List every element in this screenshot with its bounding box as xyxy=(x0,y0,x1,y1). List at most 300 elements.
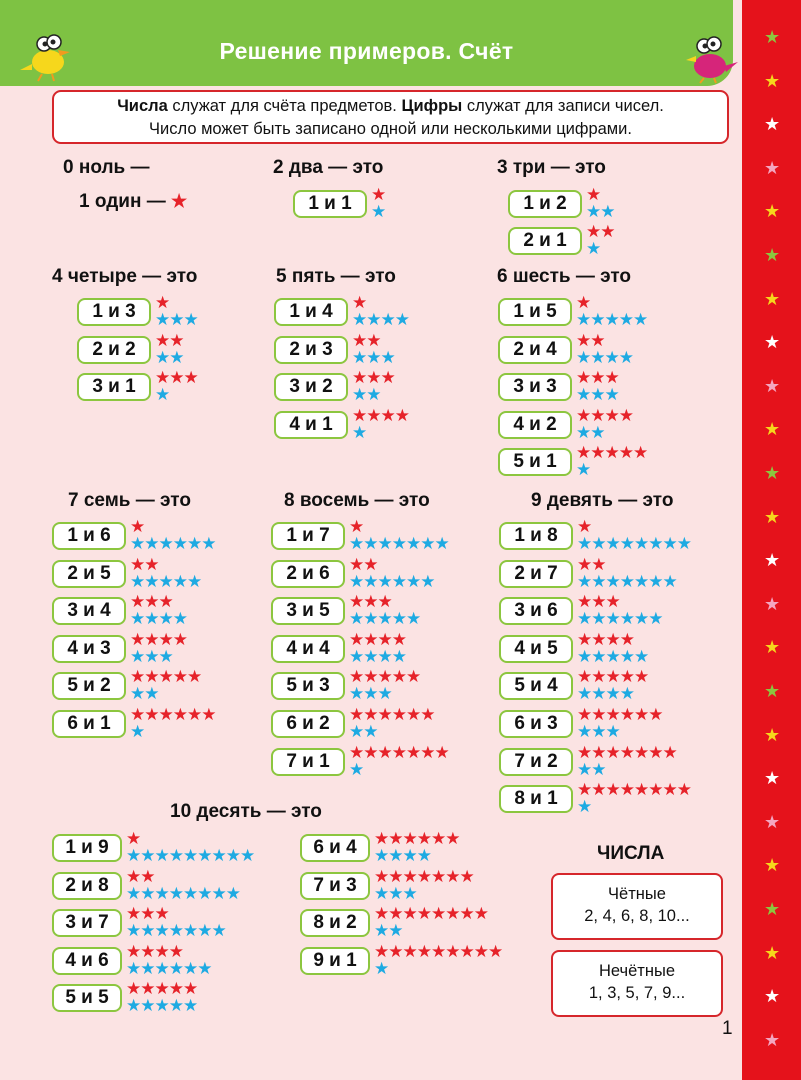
star-icon: ★ xyxy=(130,517,145,536)
star-icon: ★ xyxy=(183,921,198,940)
star-icon: ★ xyxy=(349,705,364,724)
star-icon: ★ xyxy=(144,555,159,574)
star-icon: ★ xyxy=(197,921,212,940)
star-icon: ★ xyxy=(605,592,620,611)
star-icon: ★ xyxy=(591,534,606,553)
blue-stars xyxy=(130,723,144,740)
star-icon: ★ xyxy=(591,705,606,724)
blue-stars xyxy=(130,573,201,590)
star-icon: ★ xyxy=(140,904,155,923)
blue-stars xyxy=(130,610,187,627)
blue-stars xyxy=(155,311,198,328)
star-icon: ★ xyxy=(352,423,367,442)
star-icon: ★ xyxy=(648,534,663,553)
blue-stars xyxy=(586,240,600,257)
intro-text-1: служат для счёта предметов. xyxy=(167,97,402,115)
star-icon: ★ xyxy=(377,534,392,553)
star-icon: ★ xyxy=(590,310,605,329)
star-icon: ★ xyxy=(155,348,170,367)
star-icon: ★ xyxy=(349,722,364,741)
star-icon: ★ xyxy=(431,942,446,961)
star-icon: ★ xyxy=(391,743,406,762)
star-icon: ★ xyxy=(473,904,488,923)
red-stars xyxy=(352,332,381,349)
star-icon: ★ xyxy=(349,592,364,611)
red-stars xyxy=(349,518,363,535)
star-icon: ★ xyxy=(388,867,403,886)
odd-values: 1, 3, 5, 7, 9... xyxy=(588,984,686,1002)
star-icon: ★ xyxy=(352,331,367,350)
star-icon: ★ xyxy=(366,385,381,404)
star-icon: ★ xyxy=(352,385,367,404)
star-icon: ★ xyxy=(416,867,431,886)
star-icon: ★ xyxy=(349,517,364,536)
blue-stars xyxy=(374,960,388,977)
star-icon: ★ xyxy=(130,667,145,686)
blue-stars xyxy=(577,648,648,665)
even-label: Чётные xyxy=(608,885,666,903)
star-icon: ★ xyxy=(605,743,620,762)
addend-pill: 1 и 5 xyxy=(498,298,572,326)
star-icon: ★ xyxy=(591,592,606,611)
star-icon: ★ xyxy=(577,667,592,686)
star-icon: ★ xyxy=(619,743,634,762)
star-icon: ★ xyxy=(577,743,592,762)
star-icon: ★ xyxy=(648,705,663,724)
star-icon: ★ xyxy=(155,331,170,350)
red-stars xyxy=(126,980,197,997)
bird-icon xyxy=(682,32,740,84)
star-icon: ★ xyxy=(363,743,378,762)
star-icon: ★ xyxy=(434,534,449,553)
star-icon: ★ xyxy=(764,288,781,309)
star-icon: ★ xyxy=(605,667,620,686)
blue-stars xyxy=(126,847,254,864)
star-icon: ★ xyxy=(126,959,141,978)
star-icon: ★ xyxy=(590,406,605,425)
star-icon: ★ xyxy=(377,705,392,724)
star-icon: ★ xyxy=(764,419,781,440)
star-icon: ★ xyxy=(349,684,364,703)
star-icon: ★ xyxy=(144,572,159,591)
parity-title: ЧИСЛА xyxy=(597,843,665,864)
addend-pill: 2 и 8 xyxy=(52,872,122,900)
odd-label: Нечётные xyxy=(598,962,676,980)
star-icon: ★ xyxy=(169,310,184,329)
star-icon: ★ xyxy=(577,797,592,816)
red-stars xyxy=(352,294,366,311)
star-icon: ★ xyxy=(633,443,648,462)
number-heading: 3 три — это xyxy=(497,157,606,178)
star-icon: ★ xyxy=(126,904,141,923)
star-icon: ★ xyxy=(604,310,619,329)
star-icon: ★ xyxy=(764,593,781,614)
star-icon: ★ xyxy=(225,884,240,903)
addend-pill: 1 и 1 xyxy=(293,190,367,218)
star-icon: ★ xyxy=(576,460,591,479)
star-icon: ★ xyxy=(140,959,155,978)
star-icon: ★ xyxy=(604,348,619,367)
star-icon: ★ xyxy=(169,331,184,350)
red-stars xyxy=(374,943,502,960)
intro-word-numbers: Числа xyxy=(117,97,168,115)
star-icon: ★ xyxy=(577,722,592,741)
star-icon: ★ xyxy=(349,609,364,628)
addend-pill: 3 и 3 xyxy=(498,373,572,401)
star-icon: ★ xyxy=(591,743,606,762)
star-icon: ★ xyxy=(183,959,198,978)
star-icon: ★ xyxy=(591,667,606,686)
addend-pill: 7 и 1 xyxy=(271,748,345,776)
star-icon: ★ xyxy=(374,829,389,848)
red-stars xyxy=(130,668,201,685)
blue-stars xyxy=(155,349,184,366)
star-icon: ★ xyxy=(764,114,781,135)
red-stars xyxy=(577,556,606,573)
star-icon: ★ xyxy=(363,705,378,724)
star-icon: ★ xyxy=(172,572,187,591)
star-icon: ★ xyxy=(374,959,389,978)
header-banner xyxy=(0,0,733,86)
red-stars xyxy=(130,593,173,610)
star-icon: ★ xyxy=(158,592,173,611)
star-icon: ★ xyxy=(591,760,606,779)
addend-pill: 1 и 7 xyxy=(271,522,345,550)
star-icon: ★ xyxy=(352,368,367,387)
star-icon: ★ xyxy=(604,368,619,387)
blue-stars xyxy=(130,648,173,665)
addend-pill: 6 и 3 xyxy=(499,710,573,738)
addend-pill: 4 и 1 xyxy=(274,411,348,439)
star-icon: ★ xyxy=(406,534,421,553)
star-icon: ★ xyxy=(618,348,633,367)
star-icon: ★ xyxy=(764,811,781,832)
star-icon: ★ xyxy=(130,647,145,666)
blue-stars xyxy=(374,922,403,939)
intro-box xyxy=(52,90,729,144)
star-icon: ★ xyxy=(140,867,155,886)
star-icon: ★ xyxy=(764,201,781,222)
star-icon: ★ xyxy=(349,572,364,591)
star-icon: ★ xyxy=(618,310,633,329)
star-icon: ★ xyxy=(590,443,605,462)
star-icon: ★ xyxy=(590,348,605,367)
blue-stars xyxy=(352,424,366,441)
star-icon: ★ xyxy=(126,996,141,1015)
star-icon: ★ xyxy=(168,996,183,1015)
star-icon: ★ xyxy=(634,667,649,686)
star-icon: ★ xyxy=(586,202,601,221)
star-icon: ★ xyxy=(144,609,159,628)
star-icon: ★ xyxy=(183,368,198,387)
star-icon: ★ xyxy=(764,942,781,963)
star-icon: ★ xyxy=(380,368,395,387)
star-icon: ★ xyxy=(211,921,226,940)
star-icon: ★ xyxy=(420,534,435,553)
star-icon: ★ xyxy=(388,884,403,903)
star-icon: ★ xyxy=(619,705,634,724)
star-icon: ★ xyxy=(155,310,170,329)
star-icon: ★ xyxy=(154,959,169,978)
page-title: Решение примеров. Счёт xyxy=(219,38,514,64)
addend-pill: 2 и 1 xyxy=(508,227,582,255)
number-heading: 2 два — это xyxy=(273,157,384,178)
star-icon: ★ xyxy=(377,743,392,762)
red-stars xyxy=(577,706,663,723)
star-icon: ★ xyxy=(349,647,364,666)
intro-text-2: служат для записи чисел. xyxy=(462,97,664,115)
blue-stars xyxy=(577,798,591,815)
star-icon: ★ xyxy=(144,534,159,553)
star-icon: ★ xyxy=(240,846,255,865)
star-icon: ★ xyxy=(126,942,141,961)
red-stars xyxy=(586,223,615,240)
star-icon: ★ xyxy=(349,630,364,649)
star-icon: ★ xyxy=(634,534,649,553)
zero-heading: 0 ноль — xyxy=(63,157,150,178)
star-icon: ★ xyxy=(388,921,403,940)
star-icon: ★ xyxy=(577,684,592,703)
star-icon: ★ xyxy=(445,867,460,886)
star-icon: ★ xyxy=(388,846,403,865)
star-icon: ★ xyxy=(366,406,381,425)
addend-pill: 5 и 3 xyxy=(271,672,345,700)
blue-stars xyxy=(130,685,159,702)
star-icon: ★ xyxy=(158,534,173,553)
star-icon: ★ xyxy=(169,348,184,367)
star-icon: ★ xyxy=(459,904,474,923)
star-icon: ★ xyxy=(377,647,392,666)
addend-pill: 5 и 5 xyxy=(52,984,122,1012)
blue-stars xyxy=(349,573,435,590)
blue-stars xyxy=(126,997,197,1014)
star-icon: ★ xyxy=(577,517,592,536)
red-stars xyxy=(155,332,184,349)
red-stars xyxy=(349,556,378,573)
star-icon: ★ xyxy=(363,722,378,741)
star-icon: ★ xyxy=(431,867,446,886)
blue-stars xyxy=(349,723,378,740)
star-icon: ★ xyxy=(591,684,606,703)
star-icon: ★ xyxy=(577,630,592,649)
star-icon: ★ xyxy=(619,534,634,553)
addend-pill: 3 и 2 xyxy=(274,373,348,401)
star-icon: ★ xyxy=(144,705,159,724)
star-icon: ★ xyxy=(634,647,649,666)
star-icon: ★ xyxy=(459,867,474,886)
star-icon: ★ xyxy=(377,630,392,649)
star-icon: ★ xyxy=(363,534,378,553)
blue-stars xyxy=(349,535,449,552)
star-icon: ★ xyxy=(374,942,389,961)
red-stars xyxy=(126,943,183,960)
star-icon: ★ xyxy=(605,705,620,724)
star-icon: ★ xyxy=(391,647,406,666)
even-values: 2, 4, 6, 8, 10... xyxy=(584,907,690,925)
star-icon: ★ xyxy=(374,904,389,923)
star-icon: ★ xyxy=(648,572,663,591)
star-icon: ★ xyxy=(155,293,170,312)
star-icon: ★ xyxy=(619,667,634,686)
blue-stars xyxy=(576,424,605,441)
star-icon: ★ xyxy=(197,846,212,865)
blue-stars xyxy=(352,386,381,403)
star-icon: ★ xyxy=(764,332,781,353)
red-stars xyxy=(576,369,619,386)
star-icon: ★ xyxy=(169,368,184,387)
intro-line-2: Число может быть записано одной или несколькими цифрами. xyxy=(149,120,632,138)
star-icon: ★ xyxy=(126,829,141,848)
star-icon: ★ xyxy=(600,202,615,221)
intro-word-digits: Цифры xyxy=(401,97,463,115)
star-icon: ★ xyxy=(158,572,173,591)
star-icon: ★ xyxy=(391,534,406,553)
red-stars xyxy=(349,593,392,610)
addend-pill: 6 и 2 xyxy=(271,710,345,738)
star-icon: ★ xyxy=(576,406,591,425)
star-icon: ★ xyxy=(473,942,488,961)
star-icon: ★ xyxy=(764,463,781,483)
star-icon: ★ xyxy=(187,534,202,553)
blue-stars xyxy=(349,648,406,665)
star-icon: ★ xyxy=(380,406,395,425)
red-stars xyxy=(130,518,144,535)
addend-pill: 4 и 6 xyxy=(52,947,122,975)
addend-pill: 5 и 1 xyxy=(498,448,572,476)
blue-stars xyxy=(374,885,417,902)
star-icon: ★ xyxy=(158,609,173,628)
star-icon: ★ xyxy=(158,630,173,649)
addend-pill: 1 и 2 xyxy=(508,190,582,218)
star-icon: ★ xyxy=(130,705,145,724)
red-stars xyxy=(130,706,216,723)
star-icon: ★ xyxy=(172,534,187,553)
addend-pill: 4 и 4 xyxy=(271,635,345,663)
star-icon: ★ xyxy=(576,385,591,404)
star-icon: ★ xyxy=(363,592,378,611)
star-icon: ★ xyxy=(406,609,421,628)
star-icon: ★ xyxy=(363,684,378,703)
star-icon: ★ xyxy=(144,667,159,686)
addend-pill: 6 и 4 xyxy=(300,834,370,862)
star-icon: ★ xyxy=(388,942,403,961)
even-box xyxy=(551,873,723,940)
star-icon: ★ xyxy=(605,534,620,553)
star-icon: ★ xyxy=(363,555,378,574)
star-icon: ★ xyxy=(366,310,381,329)
star-icon: ★ xyxy=(352,406,367,425)
star-icon: ★ xyxy=(416,942,431,961)
star-icon: ★ xyxy=(158,647,173,666)
star-icon: ★ xyxy=(402,884,417,903)
star-icon: ★ xyxy=(349,555,364,574)
red-stars xyxy=(374,868,474,885)
star-icon: ★ xyxy=(187,667,202,686)
red-stars xyxy=(349,706,435,723)
star-icon: ★ xyxy=(154,904,169,923)
star-icon: ★ xyxy=(619,647,634,666)
star-icon: ★ xyxy=(155,368,170,387)
star-icon: ★ xyxy=(172,705,187,724)
star-icon: ★ xyxy=(591,630,606,649)
blue-stars xyxy=(374,847,431,864)
star-icon: ★ xyxy=(352,310,367,329)
addend-pill: 8 и 1 xyxy=(499,785,573,813)
addend-pill: 2 и 6 xyxy=(271,560,345,588)
star-icon: ★ xyxy=(183,884,198,903)
star-icon: ★ xyxy=(445,942,460,961)
red-stars xyxy=(576,407,633,424)
blue-stars xyxy=(126,960,212,977)
star-icon: ★ xyxy=(590,423,605,442)
star-icon: ★ xyxy=(445,904,460,923)
star-icon: ★ xyxy=(377,592,392,611)
star-icon: ★ xyxy=(764,986,781,1007)
star-icon: ★ xyxy=(434,743,449,762)
star-icon: ★ xyxy=(764,681,781,701)
star-icon: ★ xyxy=(459,942,474,961)
red-stars xyxy=(155,369,198,386)
blue-stars xyxy=(352,311,409,328)
red-stars xyxy=(586,186,600,203)
addend-pill: 1 и 8 xyxy=(499,522,573,550)
star-icon: ★ xyxy=(402,846,417,865)
star-icon: ★ xyxy=(619,630,634,649)
star-icon: ★ xyxy=(764,245,781,265)
addend-pill: 2 и 4 xyxy=(498,336,572,364)
star-icon: ★ xyxy=(634,743,649,762)
star-icon: ★ xyxy=(170,191,188,211)
star-icon: ★ xyxy=(380,310,395,329)
star-icon: ★ xyxy=(172,609,187,628)
red-stars xyxy=(577,518,591,535)
addend-pill: 3 и 4 xyxy=(52,597,126,625)
star-icon: ★ xyxy=(577,534,592,553)
red-stars xyxy=(155,294,169,311)
star-icon: ★ xyxy=(605,630,620,649)
addend-pill: 3 и 6 xyxy=(499,597,573,625)
star-icon: ★ xyxy=(388,904,403,923)
star-icon: ★ xyxy=(764,375,781,396)
star-icon: ★ xyxy=(211,846,226,865)
star-icon: ★ xyxy=(140,996,155,1015)
addend-pill: 5 и 2 xyxy=(52,672,126,700)
addend-pill: 2 и 2 xyxy=(77,336,151,364)
star-icon: ★ xyxy=(577,555,592,574)
star-icon: ★ xyxy=(445,829,460,848)
star-icon: ★ xyxy=(618,406,633,425)
star-icon: ★ xyxy=(577,705,592,724)
star-icon: ★ xyxy=(144,684,159,703)
star-icon: ★ xyxy=(183,996,198,1015)
star-icon: ★ xyxy=(406,705,421,724)
one-heading xyxy=(79,191,187,213)
star-icon: ★ xyxy=(154,996,169,1015)
star-icon: ★ xyxy=(363,630,378,649)
red-stars xyxy=(576,444,647,461)
odd-box xyxy=(551,950,723,1017)
star-icon: ★ xyxy=(172,630,187,649)
star-icon: ★ xyxy=(764,506,781,527)
star-icon: ★ xyxy=(363,667,378,686)
red-stars xyxy=(577,593,620,610)
red-stars xyxy=(349,631,406,648)
star-icon: ★ xyxy=(154,884,169,903)
star-icon: ★ xyxy=(126,884,141,903)
blue-stars xyxy=(577,573,677,590)
star-icon: ★ xyxy=(764,70,781,91)
star-icon: ★ xyxy=(349,534,364,553)
